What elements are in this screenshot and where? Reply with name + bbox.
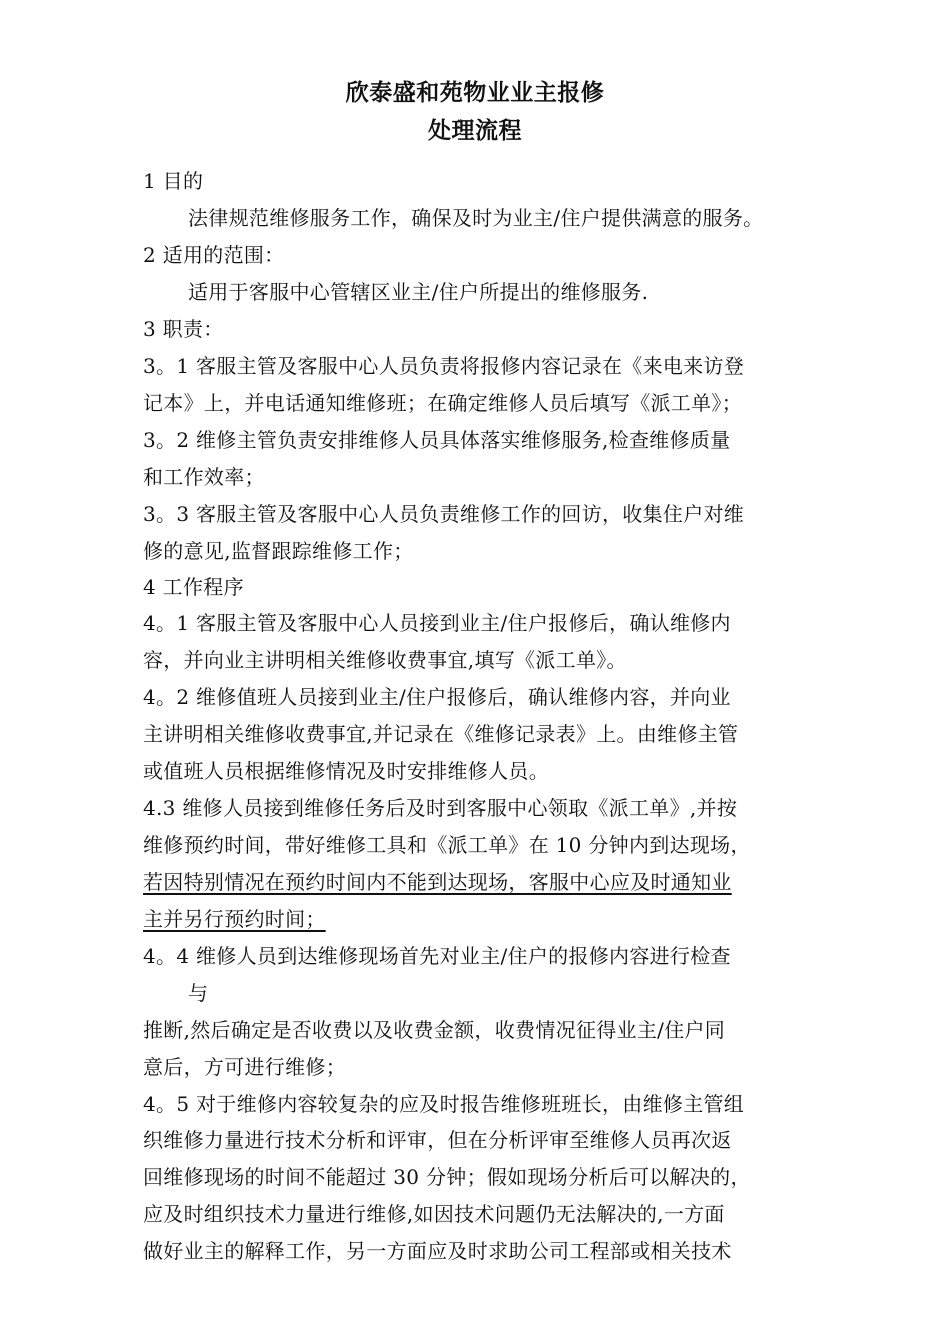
section-heading-duties: 3 职责： bbox=[143, 317, 224, 341]
paragraph-line: 与 bbox=[188, 981, 209, 1005]
underlined-line: 主并另行预约时间； bbox=[143, 907, 326, 931]
paragraph-line: 做好业主的解释工作，另一方面应及时求助公司工程部或相关技术 bbox=[143, 1239, 732, 1263]
section-heading-scope: 2 适用的范围： bbox=[143, 243, 285, 267]
paragraph-line: 推断,然后确定是否收费以及收费金额，收费情况征得业主/住户同 bbox=[143, 1018, 726, 1042]
paragraph-line: 或值班人员根据维修情况及时安排维修人员。 bbox=[143, 759, 549, 783]
paragraph-line: 4。5 对于维修内容较复杂的应及时报告维修班班长，由维修主管组 bbox=[143, 1092, 745, 1116]
paragraph-line: 4。2 维修值班人员接到业主/住户报修后，确认维修内容，并向业 bbox=[143, 685, 731, 709]
document-subtitle: 处理流程 bbox=[428, 118, 522, 144]
paragraph-line: 适用于客服中心管辖区业主/住户所提出的维修服务. bbox=[188, 280, 649, 304]
paragraph-line: 记本》上，并电话通知维修班；在确定维修人员后填写《派工单》； bbox=[143, 391, 742, 415]
paragraph-line: 主讲明相关维修收费事宜,并记录在《维修记录表》上。由维修主管 bbox=[143, 722, 739, 746]
paragraph-line: 容，并向业主讲明相关维修收费事宜,填写《派工单》。 bbox=[143, 648, 627, 672]
paragraph-line: 法律规范维修服务工作，确保及时为业主/住户提供满意的服务。 bbox=[188, 206, 764, 230]
paragraph-line: 回维修现场的时间不能超过 30 分钟；假如现场分析后可以解决的， bbox=[143, 1165, 751, 1189]
paragraph-line: 和工作效率； bbox=[143, 465, 265, 489]
paragraph-line: 3。2 维修主管负责安排维修人员具体落实维修服务,检查维修质量 bbox=[143, 428, 731, 452]
paragraph-line: 应及时组织技术力量进行维修,如因技术问题仍无法解决的,一方面 bbox=[143, 1202, 725, 1226]
paragraph-line: 织维修力量进行技术分析和评审，但在分析评审至维修人员再次返 bbox=[143, 1128, 732, 1152]
paragraph-line: 4.3 维修人员接到维修任务后及时到客服中心领取《派工单》,并按 bbox=[143, 796, 738, 820]
paragraph-line: 意后，方可进行维修； bbox=[143, 1055, 346, 1079]
paragraph-line: 维修预约时间，带好维修工具和《派工单》在 10 分钟内到达现场， bbox=[143, 833, 751, 857]
paragraph-line: 3。1 客服主管及客服中心人员负责将报修内容记录在《来电来访登 bbox=[143, 354, 745, 378]
paragraph-line: 3。3 客服主管及客服中心人员负责维修工作的回访，收集住户对维 bbox=[143, 502, 745, 526]
section-heading-purpose: 1 目的 bbox=[143, 169, 204, 193]
document-title: 欣泰盛和苑物业业主报修 bbox=[345, 80, 605, 106]
paragraph-line: 4。4 维修人员到达维修现场首先对业主/住户的报修内容进行检查 bbox=[143, 944, 731, 968]
paragraph-line: 修的意见,监督跟踪维修工作； bbox=[143, 539, 414, 563]
section-heading-procedure: 4 工作程序 bbox=[143, 575, 244, 599]
paragraph-line: 4。1 客服主管及客服中心人员接到业主/住户报修后，确认维修内 bbox=[143, 611, 731, 635]
underlined-line: 若因特别情况在预约时间内不能到达现场，客服中心应及时通知业 bbox=[143, 870, 732, 894]
